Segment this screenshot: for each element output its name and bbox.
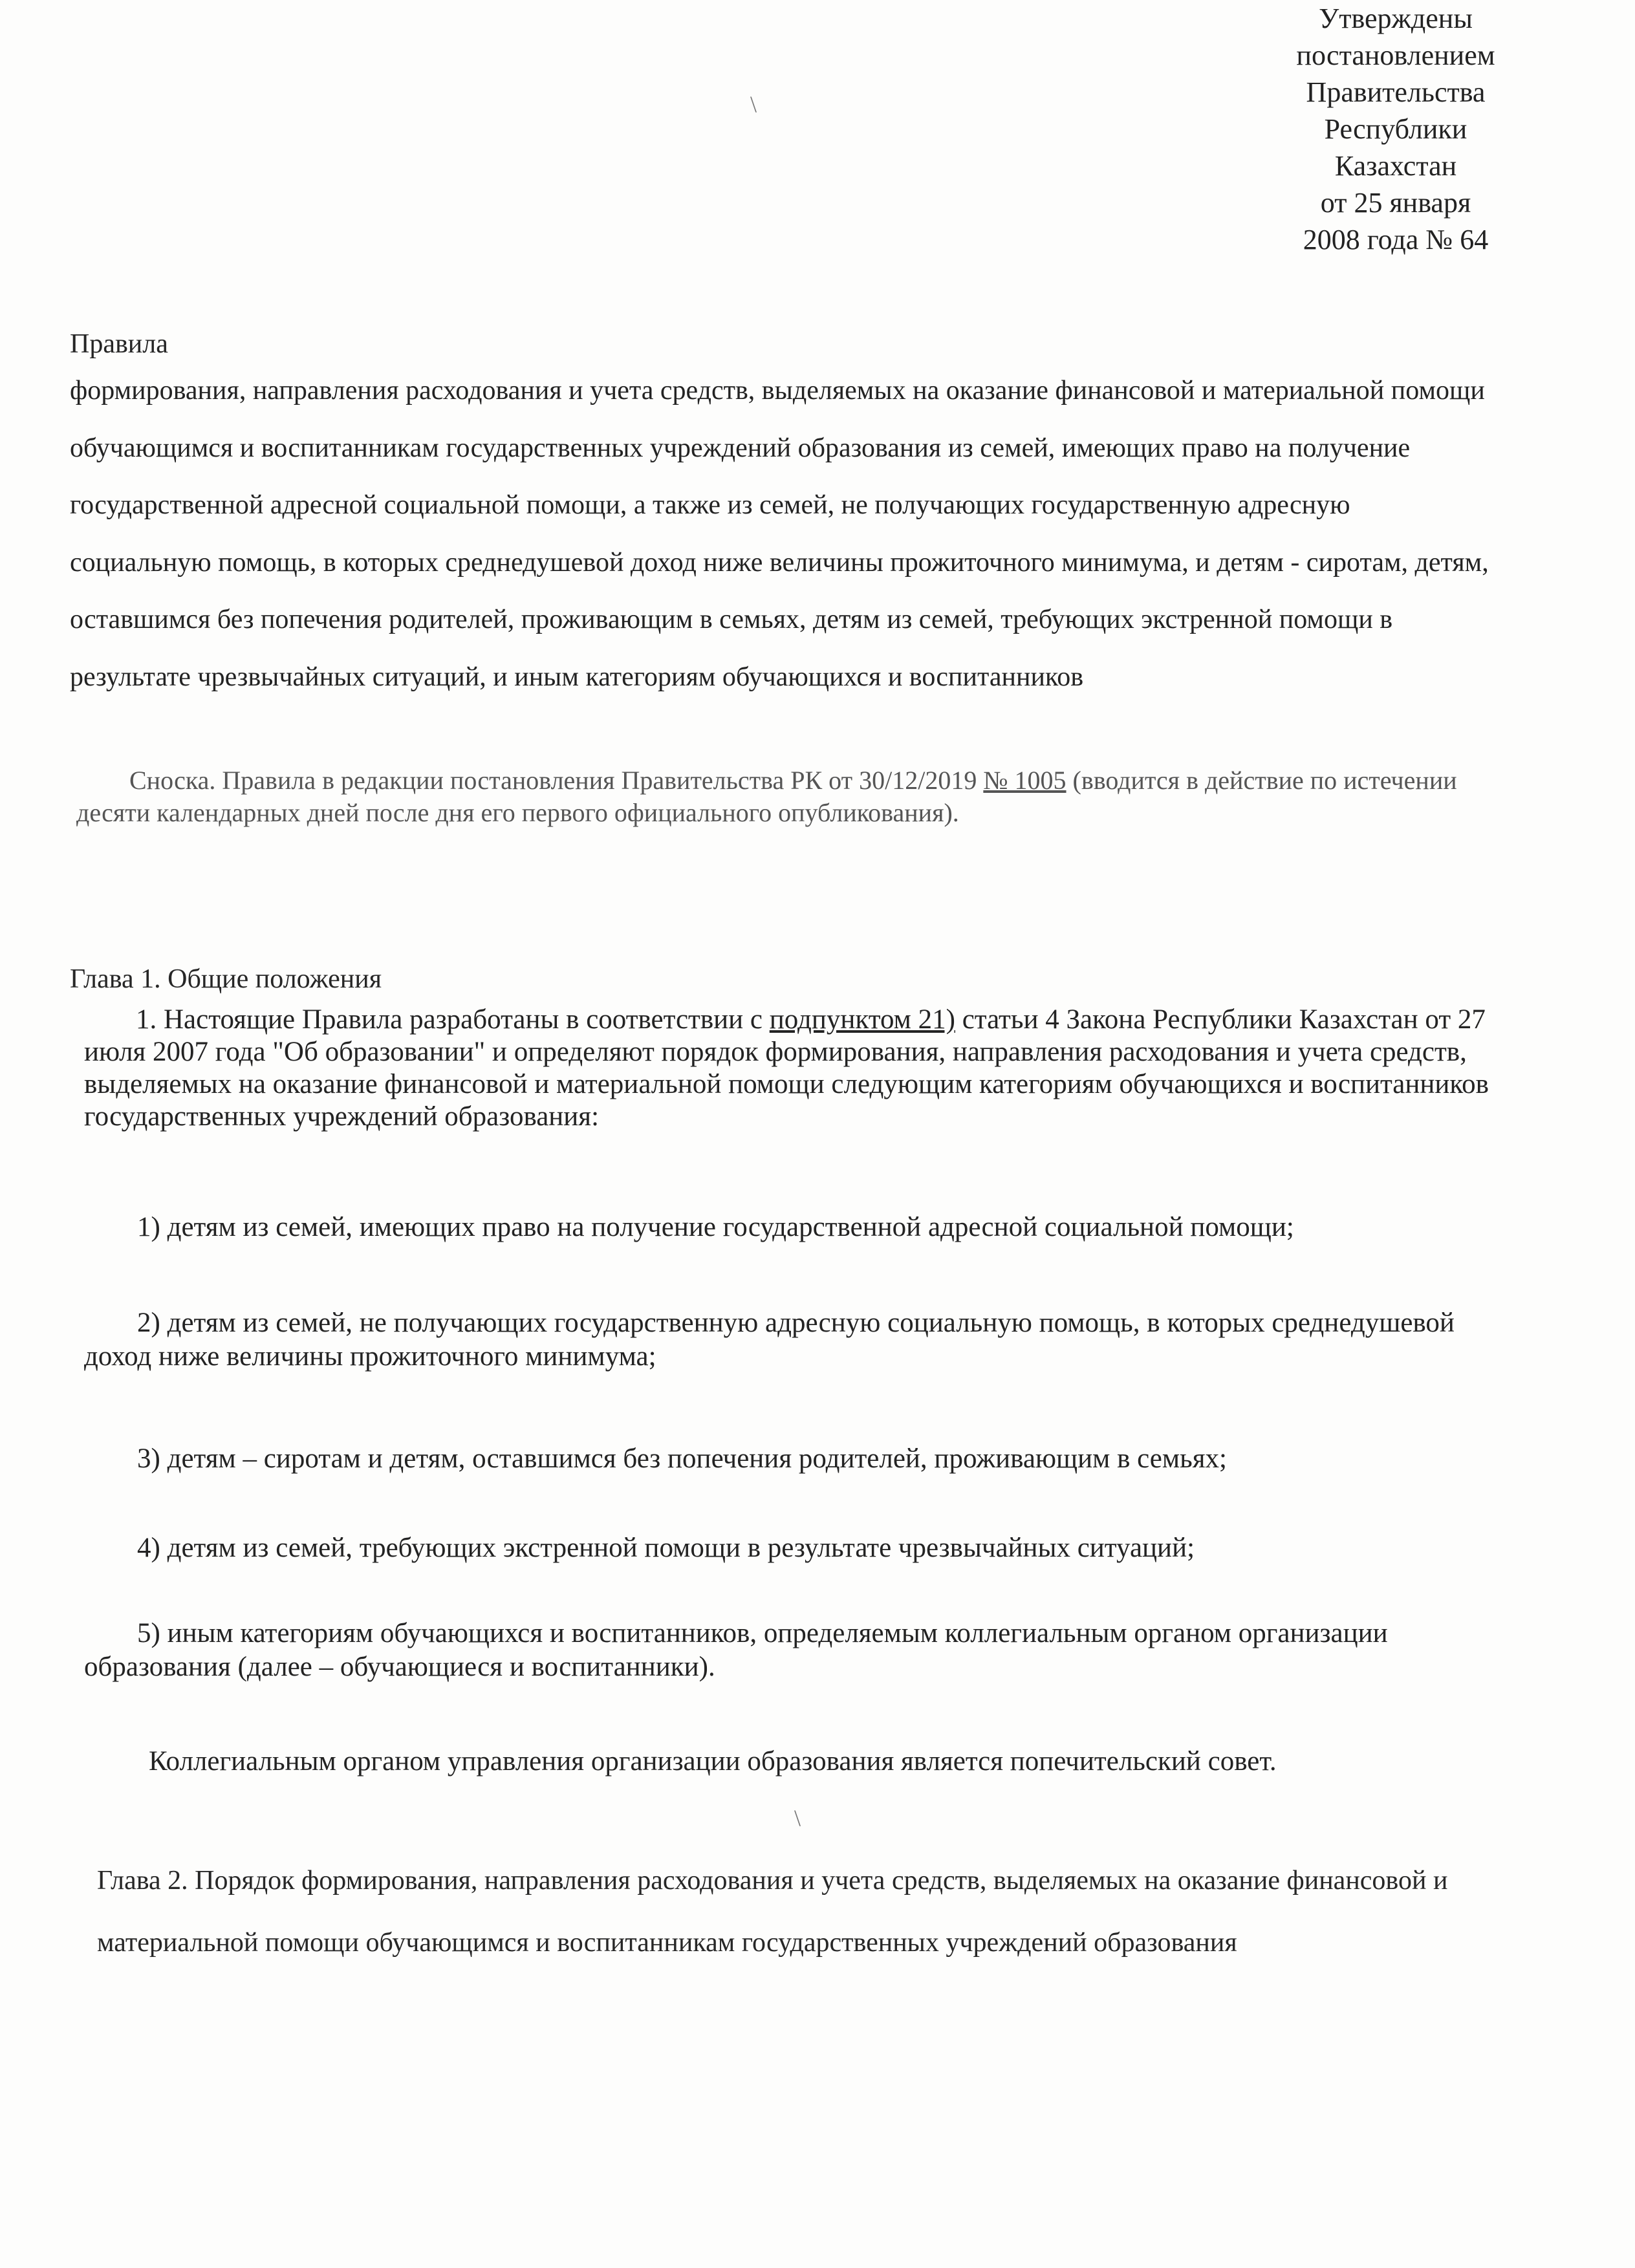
chapter-1-heading: Глава 1. Общие положения — [70, 964, 382, 994]
list-item: 5) иным категориям обучающихся и воспитанников, определяемым коллегиальным органом организации образования (далее – обучающиеся и воспитанники). — [84, 1618, 1388, 1682]
resolution-link[interactable]: № 1005 — [983, 766, 1067, 795]
scan-mark: \ — [794, 1805, 801, 1831]
paragraph-1 — [84, 1004, 1526, 1133]
approval-line: Утверждены — [1319, 3, 1473, 34]
paragraph-1-text-end: статьи 4 Закона Республики Казахстан от 27 июля 2007 года "Об образовании" и определяют порядок формирования, направления расходования и учета средств, выделяемых на оказание финансовой и материальной помощи следующим категориям обучающихся и воспитанников государственных учреждений образования: — [84, 1004, 1489, 1132]
document-title: формирования, направления расходования и учета средств, выделяемых на оказание финансовой и материальной помощи обучающимся и воспитанникам государственных учреждений образования из семей, имеющих право на получение государственной адресной социальной помощи, а также из семей, не получающих государственную адресную социальную помощь, в которых среднедушевой доход ниже величины прожиточного минимума, и детям - сиротам, детям, оставшимся без попечения родителей, проживающим в семьях, детям из семей, требующих экстренной помощи в результате чрезвычайных ситуаций, и иным категориям обучающихся и воспитанников — [70, 376, 1489, 692]
approval-header — [1260, 0, 1532, 258]
footnote-text-end: (вводится в действие по истечении десяти календарных дней после дня его первого официального опубликования). — [76, 766, 1457, 827]
approval-line: 2008 года № 64 — [1303, 224, 1489, 255]
approval-line: от 25 января — [1320, 187, 1471, 219]
chapter-2-heading: Глава 2. Порядок формирования, направления расходования и учета средств, выделяемых на оказание финансовой и материальной помощи обучающимся и воспитанникам государственных учреждений образования — [97, 1866, 1448, 1958]
list-item: 3) детям – сиротам и детям, оставшимся без попечения родителей, проживающим в семьях; — [137, 1443, 1227, 1474]
list-item: 2) детям из семей, не получающих государственную адресную социальную помощь, в которых среднедушевой доход ниже величины прожиточного минимума; — [84, 1308, 1455, 1372]
list-item: 1) детям из семей, имеющих право на получение государственной адресной социальной помощи; — [137, 1212, 1294, 1242]
approval-line: Правительства — [1306, 76, 1486, 108]
document-title-label: Правила — [70, 329, 168, 359]
paragraph-1-text: 1. Настоящие Правила разработаны в соответствии с — [136, 1004, 770, 1035]
approval-line: Казахстан — [1334, 150, 1457, 182]
law-subclause-link[interactable]: подпунктом 21) — [769, 1004, 955, 1035]
list-item: 4) детям из семей, требующих экстренной помощи в результате чрезвычайных ситуаций; — [137, 1533, 1195, 1563]
approval-line: Республики — [1324, 113, 1467, 145]
approval-line: постановлением — [1296, 39, 1495, 71]
closing-paragraph: Коллегиальным органом управления организации образования является попечительский совет. — [149, 1746, 1277, 1777]
scan-mark: \ — [750, 91, 757, 117]
footnote — [76, 764, 1519, 829]
footnote-text: Сноска. Правила в редакции постановления Правительства РК от 30/12/2019 — [129, 766, 984, 795]
